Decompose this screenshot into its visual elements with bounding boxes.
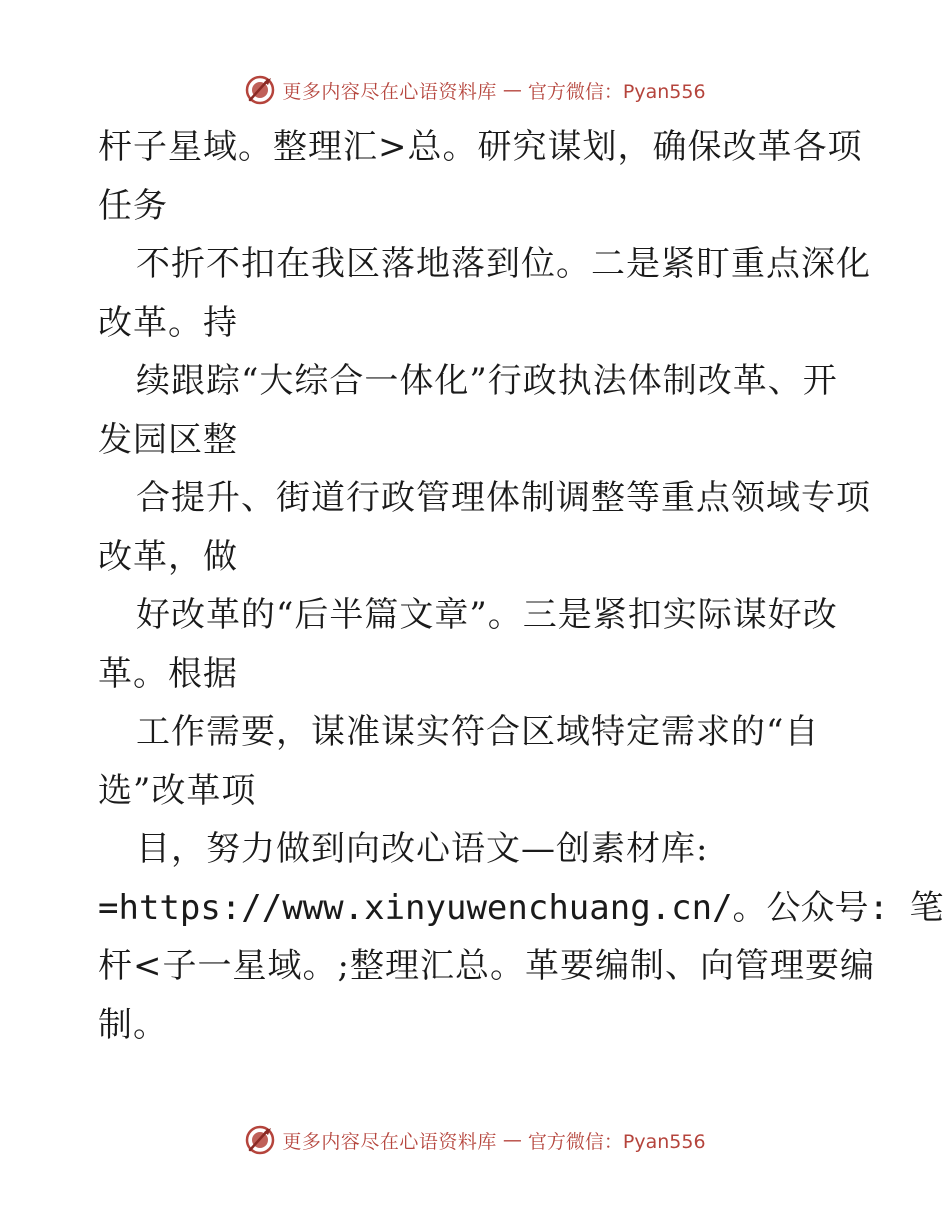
quill-seal-icon <box>244 74 276 106</box>
body-line: 杆子星域。整理汇>总。研究谋划，确保改革各项 <box>98 127 863 167</box>
body-line: 目，努力做到向改心语文—创素材库: <box>136 829 709 869</box>
body-line-url: =https://www.xinyuwenchuang.cn/。公众号: 笔 <box>98 887 944 928</box>
watermark-account-text: 官方微信：Pyan556 <box>527 80 706 103</box>
header-watermark <box>0 70 950 110</box>
watermark-account-text: 官方微信：Pyan556 <box>527 1130 706 1153</box>
body-line: 改革，做 <box>98 536 238 577</box>
watermark-site-text: 更多内容尽在心语资料库 <box>282 80 497 103</box>
body-line: 任务 <box>98 185 168 226</box>
body-line: 工作需要，谋准谋实符合区域特定需求的“自 <box>136 712 820 752</box>
body-line: 制。 <box>98 1004 168 1045</box>
body-line: 发园区整 <box>98 419 238 460</box>
document-body <box>98 118 944 1054</box>
body-line: 杆<子一星域。;整理汇总。革要编制、向管理要编 <box>98 946 875 986</box>
body-line: 革。根据 <box>98 653 238 694</box>
watermark-dash: — <box>502 1129 522 1151</box>
body-line: 合提升、街道行政管理体制调整等重点领域专项 <box>136 478 871 518</box>
body-line: 好改革的“后半篇文章”。三是紧扣实际谋好改 <box>136 595 838 635</box>
body-line: 改革。持 <box>98 302 238 343</box>
quill-seal-icon <box>244 1124 276 1156</box>
body-line: 选”改革项 <box>98 770 257 811</box>
watermark-site-text: 更多内容尽在心语资料库 <box>282 1130 497 1153</box>
body-line: 不折不扣在我区落地落到位。二是紧盯重点深化 <box>136 244 871 284</box>
watermark-dash: — <box>502 79 522 101</box>
footer-watermark <box>0 1120 950 1160</box>
body-line: 续跟踪“大综合一体化”行政执法体制改革、开 <box>136 361 838 401</box>
